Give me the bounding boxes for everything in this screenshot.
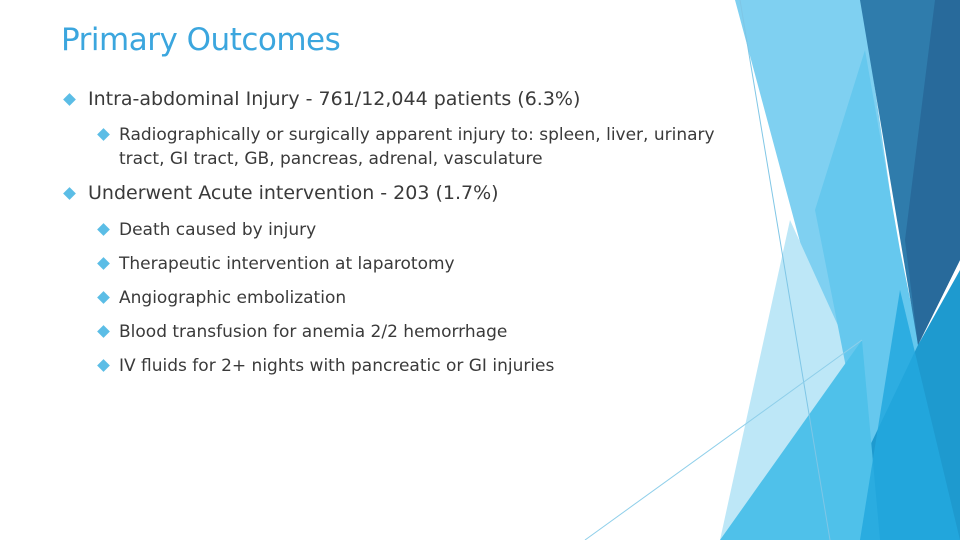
bullet-item: Therapeutic intervention at laparotomy xyxy=(98,252,455,276)
diamond-bullet-icon xyxy=(98,326,110,338)
bullet-item: Angiographic embolization xyxy=(98,286,346,310)
bullet-item: Blood transfusion for anemia 2/2 hemorrhage xyxy=(98,320,507,344)
diamond-bullet-icon xyxy=(98,258,110,270)
slide-title: Primary Outcomes xyxy=(61,22,341,58)
diamond-bullet-icon xyxy=(64,188,76,200)
bullet-item: Death caused by injury xyxy=(98,218,316,242)
diamond-bullet-icon xyxy=(98,360,110,372)
bullet-item: IV fluids for 2+ nights with pancreatic or GI injuries xyxy=(98,354,554,378)
bullet-item: Intra-abdominal Injury - 761/12,044 patients (6.3%) xyxy=(64,88,580,110)
bullet-item: Radiographically or surgically apparent injury to: spleen, liver, urinary tract, GI tract, GB, pancreas, adrenal, vasculature xyxy=(98,123,758,171)
diamond-bullet-icon xyxy=(98,292,110,304)
diamond-bullet-icon xyxy=(64,94,76,106)
bullet-item: Underwent Acute intervention - 203 (1.7%) xyxy=(64,182,499,204)
diamond-bullet-icon xyxy=(98,129,110,141)
diamond-bullet-icon xyxy=(98,224,110,236)
